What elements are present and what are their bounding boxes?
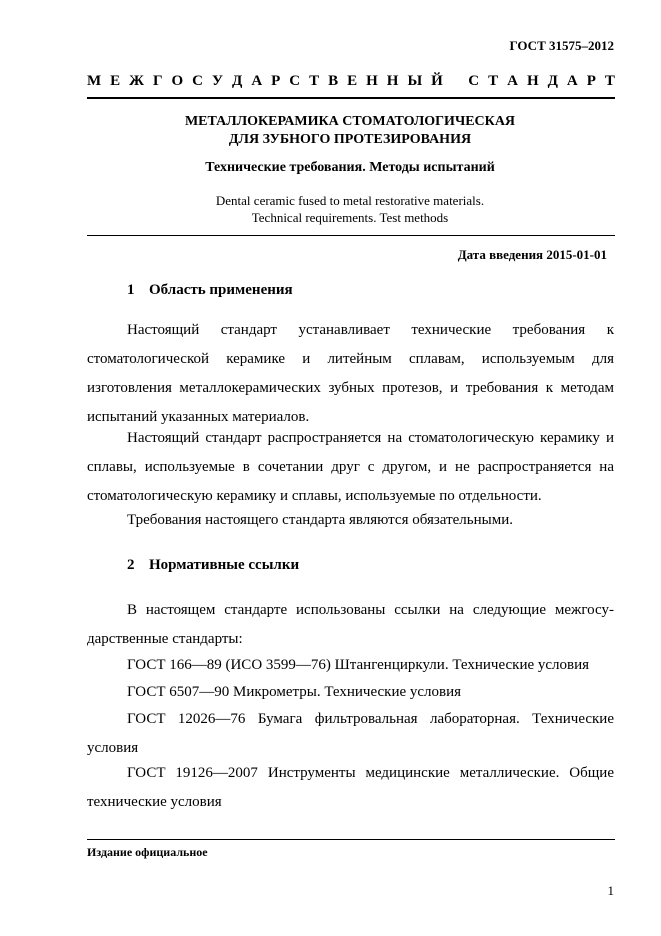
series-title-letter: А: [566, 73, 578, 89]
section-2-paragraph-1: В настоящем стандарте использованы ссылки на следующие межгосу-дарственные стандарты:: [87, 602, 614, 647]
series-title-letter: Ы: [407, 73, 423, 89]
series-title-letter: У: [212, 73, 224, 89]
series-title-letter: Е: [347, 73, 358, 89]
reference-item: ГОСТ 6507—90 Микрометры. Технические условия: [127, 684, 462, 700]
series-title-letter: С: [289, 73, 301, 89]
series-title-letter: Д: [232, 73, 243, 89]
series-title-letter: В: [328, 73, 339, 89]
introduction-date: Дата введения 2015-01-01: [457, 247, 607, 262]
section-1-heading: [127, 282, 293, 299]
series-title-letter: Р: [586, 73, 596, 89]
series-title-letter: С: [468, 73, 480, 89]
section-1-title: Область применения: [149, 282, 293, 298]
title-line-1: МЕТАЛЛОКЕРАМИКА СТОМАТОЛОГИЧЕСКАЯ: [184, 114, 516, 129]
series-title-letter: Т: [604, 73, 615, 89]
edition-label: Издание официальное: [87, 845, 208, 859]
series-title-letter: Н: [526, 73, 539, 89]
footer-rule: [87, 839, 615, 840]
document-title: [0, 113, 661, 149]
title-line-2: ДЛЯ ЗУБНОГО ПРОТЕЗИРОВАНИЯ: [228, 132, 472, 147]
page-number: 1: [607, 883, 614, 898]
series-title-letter: Т: [488, 73, 499, 89]
series-title-letter: А: [251, 73, 263, 89]
section-2-title: Нормативные ссылки: [149, 557, 300, 573]
title-rule: [87, 235, 615, 236]
series-title-letter: О: [171, 73, 184, 89]
reference-item: ГОСТ 166—89 (ИСО 3599—76) Штангенциркули. Технические условия: [127, 657, 590, 673]
english-title-line-2: Technical requirements. Test methods: [251, 210, 449, 225]
series-title-letter: Н: [386, 73, 399, 89]
reference-item: ГОСТ 19126—2007 Инструменты медицинские металлические. Общие технические условия: [87, 765, 614, 810]
series-title-letter: Т: [309, 73, 320, 89]
reference-item: ГОСТ 12026—76 Бумага фильтровальная лабораторная. Технические условия: [87, 711, 614, 756]
document-code: ГОСТ 31575–2012: [509, 38, 614, 53]
section-1-paragraph-1: Настоящий стандарт устанавливает технические требования к стоматологической керамике и литейным сплавам, используемым для изготовления металлокерамических зубных протезов, и требования к методам испытаний указанных материалов.: [87, 322, 614, 425]
series-title-letter: Д: [547, 73, 558, 89]
header-rule: [87, 97, 615, 99]
series-title-letter: С: [192, 73, 204, 89]
series-title-letter: Е: [110, 73, 121, 89]
series-title-letter: Р: [271, 73, 281, 89]
series-title: [87, 73, 615, 90]
section-2-heading: [127, 557, 299, 574]
section-1-paragraph-3: Требования настоящего стандарта являются обязательными.: [127, 512, 513, 528]
series-title-letter: М: [87, 73, 102, 89]
section-1-number: 1: [127, 282, 135, 298]
section-2-number: 2: [127, 557, 135, 573]
series-title-letter: Й: [431, 73, 443, 89]
section-1-paragraph-2: Настоящий стандарт распространяется на стоматологическую керамику и сплавы, используемые в сочетании друг с другом, и не распространяется на стоматологическую керамику и сплавы, используемые по отдельности.: [87, 430, 614, 504]
series-title-letter: Г: [152, 73, 163, 89]
series-title-letter: Ж: [129, 73, 144, 89]
series-title-space: [452, 73, 460, 90]
document-subtitle: Технические требования. Методы испытаний: [205, 160, 495, 175]
english-title: [0, 192, 661, 226]
series-title-letter: А: [507, 73, 518, 89]
english-title-line-1: Dental ceramic fused to metal restorative materials.: [215, 193, 485, 208]
series-title-letter: Н: [366, 73, 378, 89]
